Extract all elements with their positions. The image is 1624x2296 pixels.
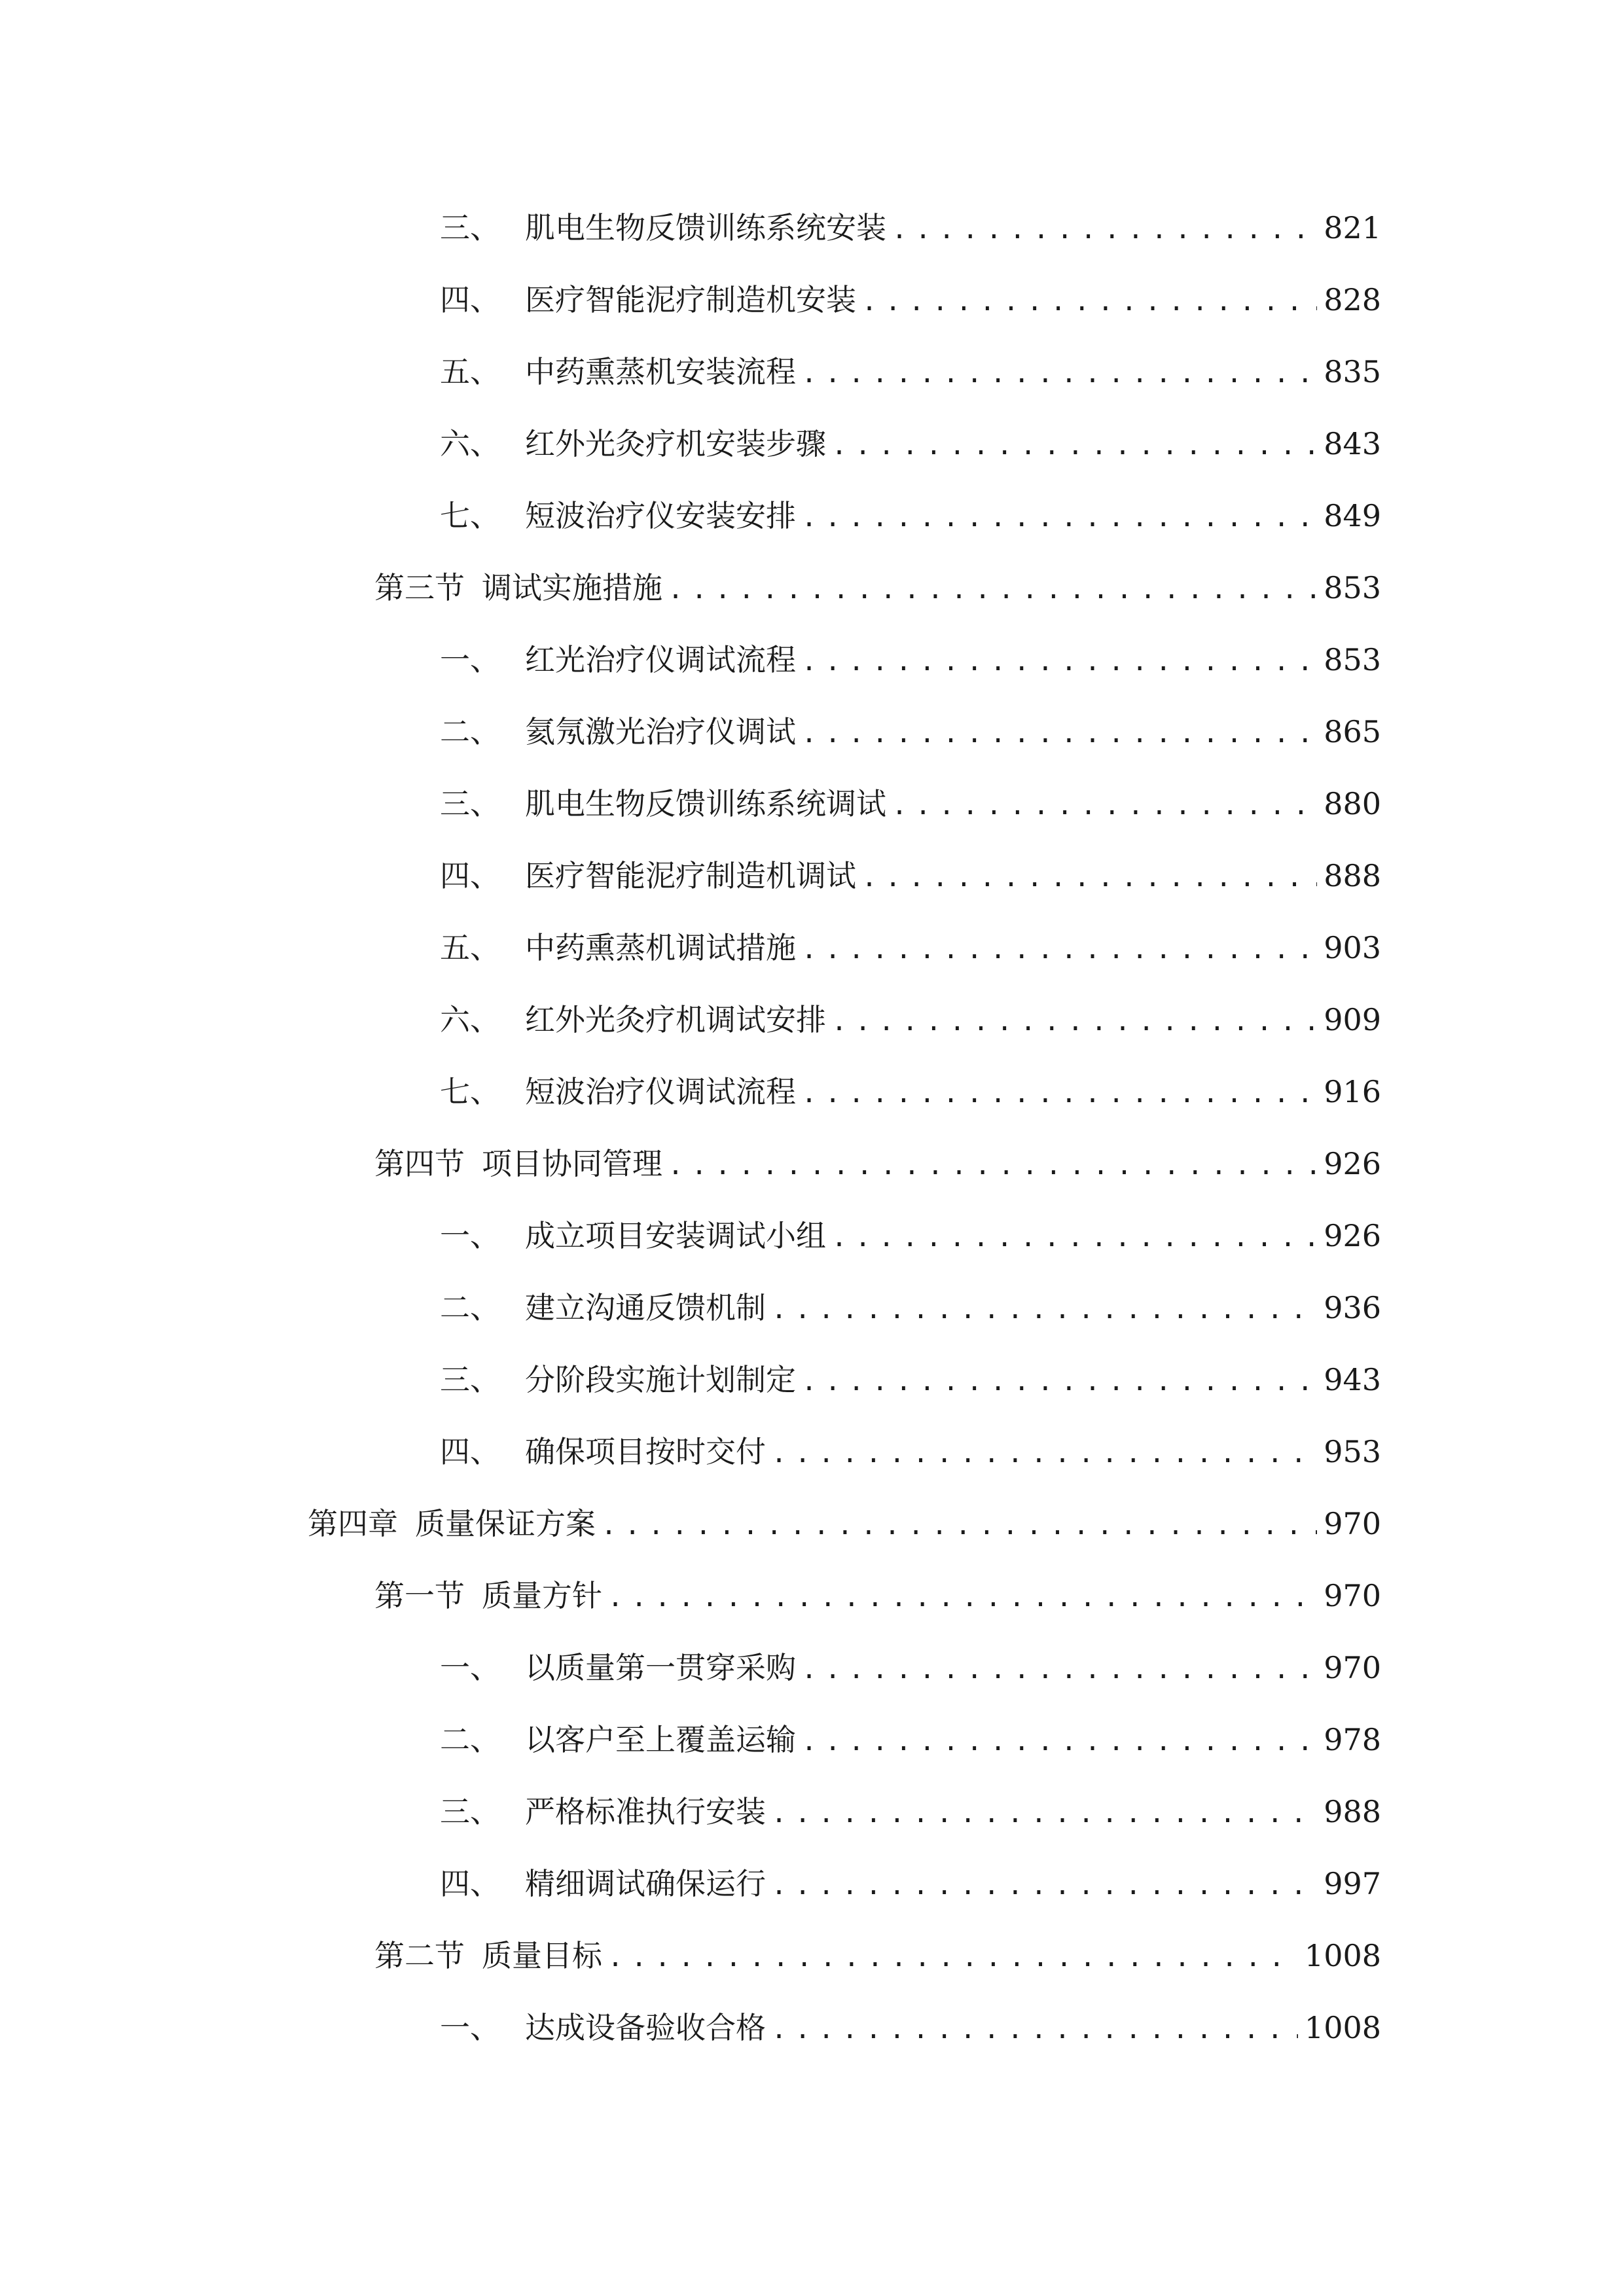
toc-entry-page: 909 <box>1324 1002 1381 1037</box>
toc-entry-title: 项目协同管理 <box>482 1146 662 1181</box>
toc-entry[interactable] <box>374 565 1381 611</box>
toc-entry-title: 成立项目安装调试小组 <box>525 1218 826 1253</box>
toc-entry[interactable] <box>440 997 1381 1043</box>
toc-entry-page: 988 <box>1324 1794 1381 1829</box>
toc-entry-title: 红外光灸疗机调试安排 <box>525 1002 826 1037</box>
toc-entry-page: 903 <box>1324 930 1381 965</box>
toc-entry-title: 分阶段实施计划制定 <box>525 1362 796 1397</box>
toc-entry-title: 以客户至上覆盖运输 <box>525 1722 796 1757</box>
dot-leader <box>801 927 1317 973</box>
dot-leader <box>801 495 1317 541</box>
toc-entry[interactable] <box>440 1213 1381 1259</box>
toc-entry[interactable] <box>440 1429 1381 1475</box>
dot-leader <box>607 1935 1298 1981</box>
toc-entry-number: 二、 <box>440 714 500 749</box>
toc-entry-number: 三、 <box>440 1362 500 1397</box>
toc-entry[interactable] <box>374 1573 1381 1619</box>
toc-entry-page: 970 <box>1324 1506 1381 1541</box>
dot-leader <box>771 1863 1317 1909</box>
dot-leader <box>801 639 1317 685</box>
dot-leader <box>771 2007 1298 2053</box>
toc-entry[interactable] <box>440 853 1381 899</box>
toc-entry-number: 三、 <box>440 210 500 245</box>
toc-entry-page: 970 <box>1324 1650 1381 1685</box>
toc-entry[interactable] <box>440 1789 1381 1835</box>
toc-entry-title: 医疗智能泥疗制造机调试 <box>525 858 856 893</box>
toc-entry-number: 一、 <box>440 1650 500 1685</box>
toc-entry[interactable] <box>440 1285 1381 1331</box>
toc-entry-number: 五、 <box>440 930 500 965</box>
toc-entry-page: 865 <box>1324 714 1381 749</box>
dot-leader <box>801 711 1317 757</box>
toc-entry-title: 确保项目按时交付 <box>525 1434 766 1469</box>
toc-entry-page: 978 <box>1324 1722 1381 1757</box>
dot-leader <box>771 1287 1317 1333</box>
dot-leader <box>801 1647 1317 1693</box>
toc-entry-title: 以质量第一贯穿采购 <box>525 1650 796 1685</box>
toc-entry-page: 926 <box>1324 1218 1381 1253</box>
toc-entry-page: 853 <box>1324 642 1381 677</box>
dot-leader <box>861 279 1317 325</box>
toc-entry-title: 中药熏蒸机安装流程 <box>525 354 796 389</box>
dot-leader <box>801 1719 1317 1765</box>
dot-leader <box>668 567 1317 613</box>
toc-entry-title: 质量目标 <box>482 1938 602 1973</box>
dot-leader <box>771 1431 1317 1477</box>
dot-leader <box>601 1503 1317 1549</box>
toc-entry[interactable] <box>440 925 1381 971</box>
toc-entry[interactable] <box>440 349 1381 395</box>
toc-entry-number: 第四节 <box>374 1146 465 1181</box>
toc-entry-number: 二、 <box>440 1290 500 1325</box>
toc-entry-title: 氦氖激光治疗仪调试 <box>525 714 796 749</box>
toc-entry-number: 一、 <box>440 2010 500 2045</box>
toc-entry-page: 843 <box>1324 426 1381 461</box>
toc-entry-page: 997 <box>1324 1866 1381 1901</box>
toc-entry-page: 880 <box>1324 786 1381 821</box>
toc-entry-page: 916 <box>1324 1074 1381 1109</box>
toc-entry-number: 六、 <box>440 426 500 461</box>
toc-entry-title: 医疗智能泥疗制造机安装 <box>525 282 856 317</box>
toc-entry-title: 红光治疗仪调试流程 <box>525 642 796 677</box>
toc-entry-number: 第四章 <box>308 1506 398 1541</box>
toc-entry-title: 达成设备验收合格 <box>525 2010 766 2045</box>
toc-entry-number: 四、 <box>440 282 500 317</box>
toc-entry-page: 943 <box>1324 1362 1381 1397</box>
toc-entry-page: 926 <box>1324 1146 1381 1181</box>
toc-entry[interactable] <box>374 1933 1381 1979</box>
toc-entry-page: 835 <box>1324 354 1381 389</box>
toc-entry[interactable] <box>440 1861 1381 1907</box>
toc-entry-number: 五、 <box>440 354 500 389</box>
dot-leader <box>771 1791 1317 1837</box>
dot-leader <box>801 351 1317 397</box>
toc-entry[interactable] <box>440 421 1381 467</box>
toc-entry-title: 短波治疗仪调试流程 <box>525 1074 796 1109</box>
dot-leader <box>607 1575 1317 1621</box>
dot-leader <box>801 1071 1317 1117</box>
toc-entry-title: 建立沟通反馈机制 <box>525 1290 766 1325</box>
toc-entry-page: 1008 <box>1304 2010 1381 2045</box>
toc-entry-number: 第二节 <box>374 1938 465 1973</box>
dot-leader <box>892 783 1317 829</box>
toc-entry-title: 肌电生物反馈训练系统安装 <box>525 210 886 245</box>
toc-entry-number: 一、 <box>440 642 500 677</box>
toc-entry-title: 质量方针 <box>482 1578 602 1613</box>
toc-entry-title: 严格标准执行安装 <box>525 1794 766 1829</box>
toc-entry-page: 849 <box>1324 498 1381 533</box>
toc-entry[interactable] <box>440 1645 1381 1691</box>
toc-entry-number: 四、 <box>440 1866 500 1901</box>
dot-leader <box>892 207 1317 253</box>
toc-entry-page: 953 <box>1324 1434 1381 1469</box>
toc-entry[interactable] <box>440 493 1381 539</box>
dot-leader <box>861 855 1317 901</box>
toc-entry[interactable] <box>374 1141 1381 1187</box>
toc-entry-title: 精细调试确保运行 <box>525 1866 766 1901</box>
toc-entry[interactable] <box>440 1717 1381 1763</box>
toc-entry-number: 六、 <box>440 1002 500 1037</box>
toc-entry-page: 936 <box>1324 1290 1381 1325</box>
toc-entry-title: 红外光灸疗机安装步骤 <box>525 426 826 461</box>
toc-entry-number: 二、 <box>440 1722 500 1757</box>
toc-entry[interactable] <box>440 637 1381 683</box>
toc-entry[interactable] <box>440 1357 1381 1403</box>
toc-entry-page: 1008 <box>1304 1938 1381 1973</box>
toc-entry-page: 821 <box>1324 210 1381 245</box>
toc-entry[interactable] <box>308 1501 1381 1547</box>
toc-entry[interactable] <box>440 205 1381 251</box>
toc-entry-title: 短波治疗仪安装安排 <box>525 498 796 533</box>
toc-entry-number: 三、 <box>440 1794 500 1829</box>
toc-entry[interactable] <box>440 2005 1381 2051</box>
toc-entry-number: 七、 <box>440 1074 500 1109</box>
toc-entry-page: 888 <box>1324 858 1381 893</box>
dot-leader <box>831 999 1317 1045</box>
dot-leader <box>801 1359 1317 1405</box>
toc-entry-number: 第一节 <box>374 1578 465 1613</box>
toc-entry-number: 一、 <box>440 1218 500 1253</box>
toc-entry-number: 第三节 <box>374 570 465 605</box>
toc-entry-page: 828 <box>1324 282 1381 317</box>
toc-entry[interactable] <box>440 709 1381 755</box>
toc-entry-number: 三、 <box>440 786 500 821</box>
toc-entry-title: 质量保证方案 <box>415 1506 596 1541</box>
dot-leader <box>831 1215 1317 1261</box>
toc-entry-title: 肌电生物反馈训练系统调试 <box>525 786 886 821</box>
dot-leader <box>831 423 1317 469</box>
dot-leader <box>668 1143 1317 1189</box>
toc-entry-title: 中药熏蒸机调试措施 <box>525 930 796 965</box>
toc-entry-number: 四、 <box>440 858 500 893</box>
toc-entry[interactable] <box>440 781 1381 827</box>
toc-entry-number: 四、 <box>440 1434 500 1469</box>
toc-entry-title: 调试实施措施 <box>482 570 662 605</box>
toc-entry[interactable] <box>440 277 1381 323</box>
toc-entry-page: 853 <box>1324 570 1381 605</box>
toc-entry[interactable] <box>440 1069 1381 1115</box>
toc-entry-number: 七、 <box>440 498 500 533</box>
toc-entry-page: 970 <box>1324 1578 1381 1613</box>
